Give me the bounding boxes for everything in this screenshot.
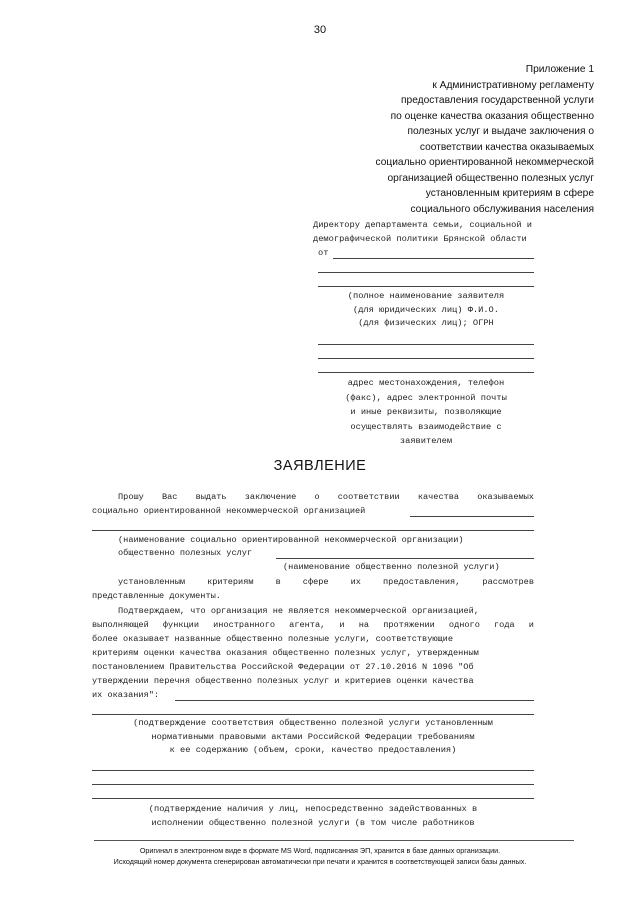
addressee-line-1: Директору департамента семьи, социальной и <box>313 220 532 230</box>
footer-note: Оригинал в электронном виде в формате MS Word, подписанная ЭП, хранится в базе данных организации. Исходящий номер документа сгенерирован автоматически при печати и хранится в соответствующей записи базы данных. <box>113 846 527 866</box>
org-name-line <box>92 530 534 531</box>
appendix-line: полезных услуг и выдаче заключения о <box>407 126 594 137</box>
confirm-line-4: критериям оценки качества оказания общественно полезных услуг, утвержденным <box>92 648 479 658</box>
appendix-line: установленным критериям в сфере <box>425 188 594 199</box>
org-name-line <box>410 516 534 517</box>
appendix-line: организацией общественно полезных услуг <box>387 172 594 184</box>
compliance-line <box>92 798 534 799</box>
appendix-line: соответствии качества оказываемых <box>419 141 594 153</box>
address-note: адрес местонахождения, телефон (факс), адрес электронной почты и иные реквизиты, позволяющие осуществлять взаимодействие с заявителем <box>345 378 507 446</box>
appendix-header <box>294 62 594 217</box>
addressee-line-2: демографической политики Брянской области <box>313 234 527 244</box>
address-line <box>318 372 534 373</box>
org-name-note: (наименование социально ориентированной некоммерческой организации) <box>118 535 464 545</box>
confirm-line-6: утверждении перечня общественно полезных услуг и критериев оценки качества <box>92 676 474 686</box>
appendix-line: по оценке качества оказания общественно <box>390 110 594 122</box>
confirmation-line <box>175 700 534 701</box>
criteria-line-2: представленные документы. <box>92 591 221 601</box>
appendix-line: социального обслуживания населения <box>410 203 594 215</box>
applicant-name-line <box>333 258 534 259</box>
service-name-note: (наименование общественно полезной услуги) <box>283 562 500 572</box>
appendix-line: предоставления государственной услуги <box>401 95 594 106</box>
compliance-note: (подтверждение соответствия общественно полезной услуги установленным нормативными правовыми актами Российской Федерации требованиям к ее содержанию (объем, сроки, качество предоставления) <box>133 718 493 755</box>
services-label: общественно полезных услуг <box>118 548 253 558</box>
confirm-line-7: их оказания": <box>92 690 160 700</box>
footer-divider <box>94 840 574 841</box>
staff-note: (подтверждение наличия у лиц, непосредственно задействованных в исполнении общественно полезной услуги (в том числе работников <box>148 804 478 828</box>
applicant-name-line <box>318 286 534 287</box>
request-line-1: Прошу Вас выдать заключение о соответствии качества оказываемых <box>118 492 534 502</box>
confirmation-line <box>92 714 534 715</box>
request-line-2: социально ориентированной некоммерческой организацией <box>92 506 366 516</box>
confirm-line-3: более оказывает названные общественно полезные услуги, соответствующие <box>92 634 453 644</box>
address-line <box>318 344 534 345</box>
service-name-line <box>276 558 534 559</box>
applicant-name-line <box>318 272 534 273</box>
compliance-line <box>92 770 534 771</box>
from-label: от <box>318 248 329 258</box>
compliance-line <box>92 784 534 785</box>
confirm-line-5: постановлением Правительства Российской Федерации от 27.10.2016 N 1096 "Об <box>92 662 474 672</box>
appendix-line: Приложение 1 <box>525 64 594 75</box>
appendix-line: к Административному регламенту <box>432 79 594 91</box>
address-line <box>318 358 534 359</box>
confirm-line-2: выполняющей функции иностранного агента, и на протяжении одного года и <box>92 620 534 630</box>
appendix-line: социально ориентированной некоммерческой <box>375 157 594 168</box>
criteria-line-1: установленным критериям в сфере их предоставления, рассмотрев <box>118 577 534 587</box>
document-title: ЗАЯВЛЕНИЕ <box>273 458 367 474</box>
page-number: 30 <box>313 24 327 36</box>
applicant-note: (полное наименование заявителя (для юридических лиц) Ф.И.О. (для физических лиц); ОГРН <box>347 291 505 328</box>
confirm-line-1: Подтверждаем, что организация не является некоммерческой организацией, <box>118 606 479 616</box>
